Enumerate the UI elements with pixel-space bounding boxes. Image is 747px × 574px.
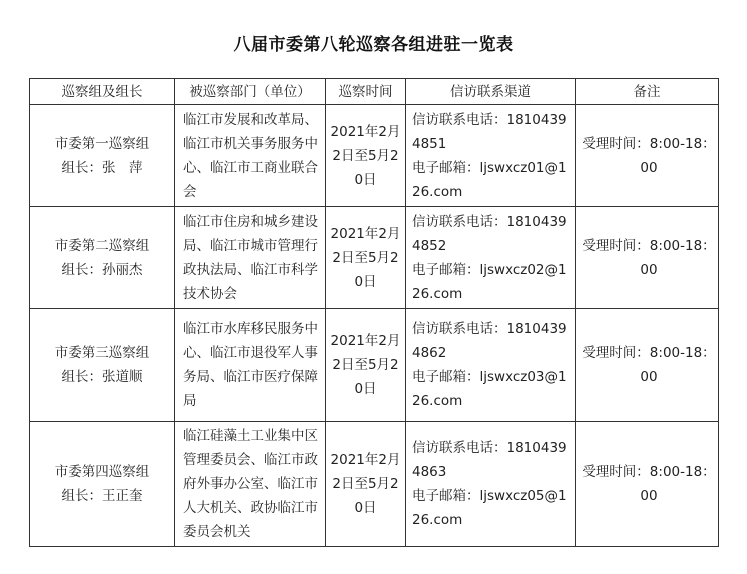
header-contact: 信访联系渠道 [406, 79, 576, 105]
group-leader: 组长：孙丽杰 [61, 261, 143, 278]
time-cell: 2021年2月2日至5月20日 [326, 309, 406, 422]
department-cell: 临江市发展和改革局、临江市机关事务服务中心、临江市工商业联合会 [175, 105, 326, 207]
note-cell: 受理时间：8:00-18：00 [576, 422, 719, 547]
contact-phone: 信访联系电话：18104394862 [412, 321, 567, 361]
time-cell: 2021年2月2日至5月20日 [326, 422, 406, 547]
contact-cell [406, 309, 576, 422]
inspection-table [29, 78, 719, 547]
page-title: 八届市委第八轮巡察各组进驻一览表 [233, 35, 514, 55]
table-header-row [30, 79, 719, 105]
group-name: 市委第一巡察组 [54, 135, 150, 152]
table-row [30, 207, 719, 309]
group-cell [30, 105, 175, 207]
department-cell: 临江市住房和城乡建设局、临江市城市管理行政执法局、临江市科学技术协会 [175, 207, 326, 309]
contact-email: 电子邮箱：ljswxcz01@126.com [412, 159, 567, 200]
group-name: 市委第四巡察组 [54, 464, 150, 480]
group-leader: 组长：张道顺 [61, 369, 143, 385]
contact-email: 电子邮箱：ljswxcz02@126.com [412, 261, 567, 302]
time-cell: 2021年2月2日至5月20日 [326, 207, 406, 309]
department-cell: 临江硅藻土工业集中区管理委员会、临江市政府外事办公室、临江市人大机关、政协临江市委员会机关 [175, 422, 326, 547]
contact-phone: 信访联系电话：18104394851 [412, 111, 567, 152]
contact-cell [406, 105, 576, 207]
note-cell: 受理时间：8:00-18：00 [576, 207, 719, 309]
contact-cell [406, 422, 576, 547]
table-row [30, 309, 719, 422]
note-cell: 受理时间：8:00-18：00 [576, 309, 719, 422]
group-cell [30, 207, 175, 309]
group-cell [30, 422, 175, 547]
contact-email: 电子邮箱：ljswxcz03@126.com [412, 369, 567, 409]
contact-phone: 信访联系电话：18104394863 [412, 440, 567, 480]
note-cell: 受理时间：8:00-18：00 [576, 105, 719, 207]
group-name: 市委第三巡察组 [54, 345, 150, 361]
header-time: 巡察时间 [326, 79, 406, 105]
header-group: 巡察组及组长 [30, 79, 175, 105]
table-row [30, 422, 719, 547]
contact-email: 电子邮箱：ljswxcz05@126.com [412, 488, 567, 528]
header-department: 被巡察部门（单位） [175, 79, 326, 105]
group-leader: 组长：张 萍 [61, 159, 143, 176]
time-cell: 2021年2月2日至5月20日 [326, 105, 406, 207]
group-cell [30, 309, 175, 422]
table-row [30, 105, 719, 207]
group-name: 市委第二巡察组 [54, 237, 150, 254]
group-leader: 组长：王正奎 [61, 488, 143, 504]
header-note: 备注 [576, 79, 719, 105]
contact-cell [406, 207, 576, 309]
contact-phone: 信访联系电话：18104394852 [412, 213, 567, 254]
department-cell: 临江市水库移民服务中心、临江市退役军人事务局、临江市医疗保障局 [175, 309, 326, 422]
